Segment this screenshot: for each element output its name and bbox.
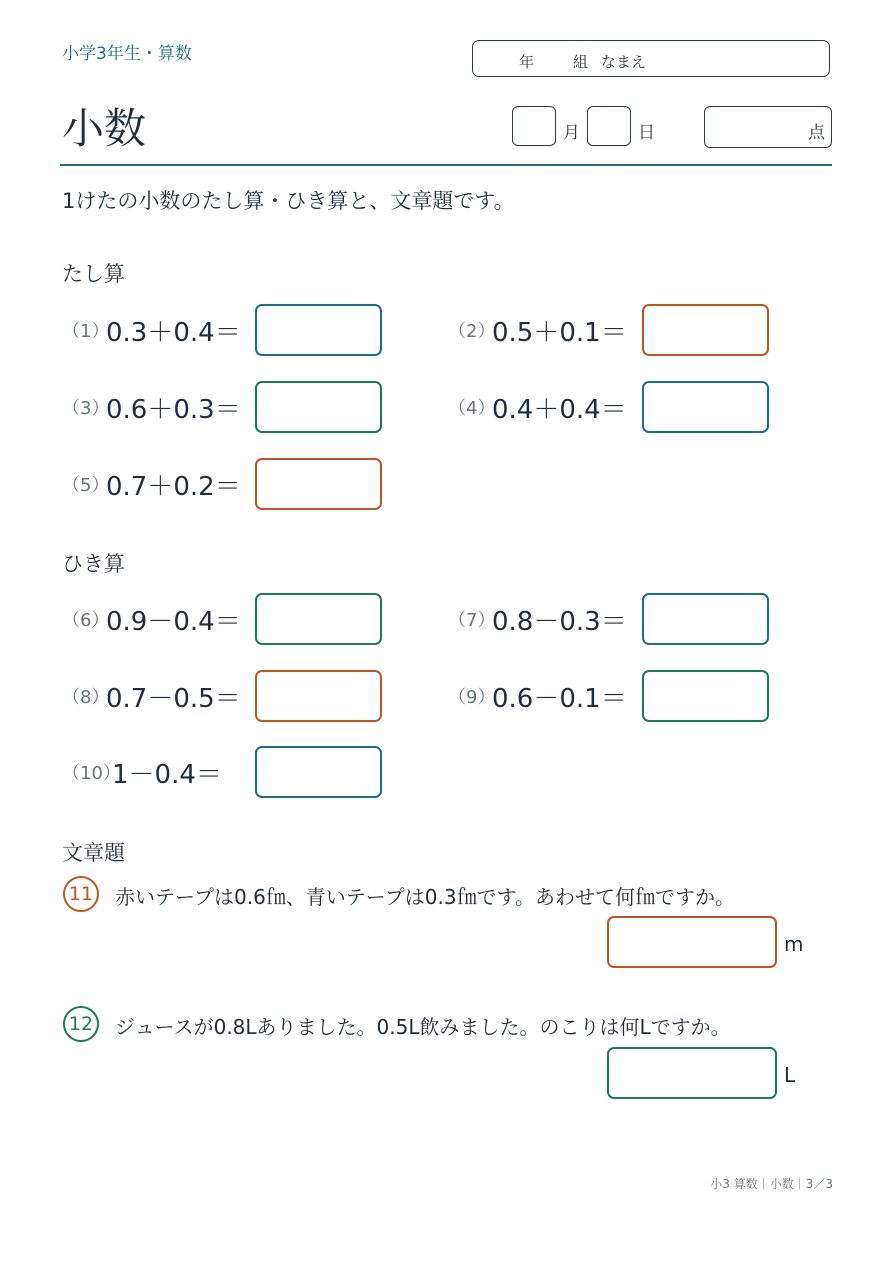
name-field[interactable] [472,40,830,77]
answer-box-7[interactable] [642,593,769,645]
problem-3 [62,381,241,433]
page-title: 小数 [62,104,147,153]
answer-box-10[interactable] [255,746,382,798]
problem-expression: 0.3＋0.4＝ [106,317,241,348]
addition-heading: たし算 [62,262,125,286]
problem-number-badge: 11 [63,876,99,912]
subtraction-heading: ひき算 [62,552,125,576]
name-class-label: 組 [573,53,589,71]
answer-box-2[interactable] [642,304,769,356]
problem-number-badge: 12 [63,1006,99,1042]
problem-expression: 0.6＋0.3＝ [106,394,241,425]
answer-box-5[interactable] [255,458,382,510]
page-footer: 小3 算数｜小数｜3／3 [710,1177,833,1191]
answer-unit: L [784,1063,796,1087]
word-problem-text: 赤いテープは0.6㎙、青いテープは0.3㎙です。あわせて何㎙ですか。 [115,885,736,909]
problem-6 [62,593,241,645]
problem-expression: 0.8－0.3＝ [492,606,627,637]
problem-number: （1） [62,321,110,342]
answer-box-4[interactable] [642,381,769,433]
problem-number: （2） [448,321,496,342]
problem-number: （8） [62,687,110,708]
problem-8 [62,670,241,722]
problem-number: （4） [448,398,496,419]
answer-box-6[interactable] [255,593,382,645]
name-year-label: 年 [519,53,535,71]
problem-number: （5） [62,475,110,496]
score-label: 点 [808,123,825,143]
problem-number: （3） [62,398,110,419]
name-label: なまえ [601,53,647,71]
problem-number: （6） [62,610,110,631]
problem-expression: 0.9－0.4＝ [106,606,241,637]
day-input[interactable] [587,106,631,146]
month-input[interactable] [512,106,556,146]
grade-subject: 小学3年生・算数 [62,44,192,64]
problem-number: （7） [448,610,496,631]
header-divider [60,164,832,166]
problem-2 [448,304,627,356]
answer-box-3[interactable] [255,381,382,433]
problem-number: （9） [448,687,496,708]
answer-unit: m [784,932,804,956]
problem-7 [448,593,627,645]
word-problems-heading: 文章題 [62,841,125,865]
intro-text: 1けたの小数のたし算・ひき算と、文章題です。 [62,189,515,213]
problem-expression: 0.4＋0.4＝ [492,394,627,425]
answer-box-1[interactable] [255,304,382,356]
problem-expression: 0.5＋0.1＝ [492,317,627,348]
word-problem-text: ジュースが0.8Lありました。0.5L飲みました。のこりは何Lですか。 [115,1015,731,1039]
problem-1 [62,304,241,356]
month-label: 月 [563,123,580,143]
problem-expression: 1－0.4＝ [112,759,222,790]
problem-expression: 0.6－0.1＝ [492,683,627,714]
problem-expression: 0.7＋0.2＝ [106,471,241,502]
answer-box-9[interactable] [642,670,769,722]
score-input[interactable] [704,106,832,148]
answer-box-8[interactable] [255,670,382,722]
answer-box-11[interactable] [607,916,777,968]
problem-10 [62,746,222,798]
day-label: 日 [638,123,655,143]
problem-number: （10） [62,763,121,784]
problem-9 [448,670,627,722]
problem-5 [62,458,241,510]
problem-expression: 0.7－0.5＝ [106,683,241,714]
problem-4 [448,381,627,433]
answer-box-12[interactable] [607,1047,777,1099]
